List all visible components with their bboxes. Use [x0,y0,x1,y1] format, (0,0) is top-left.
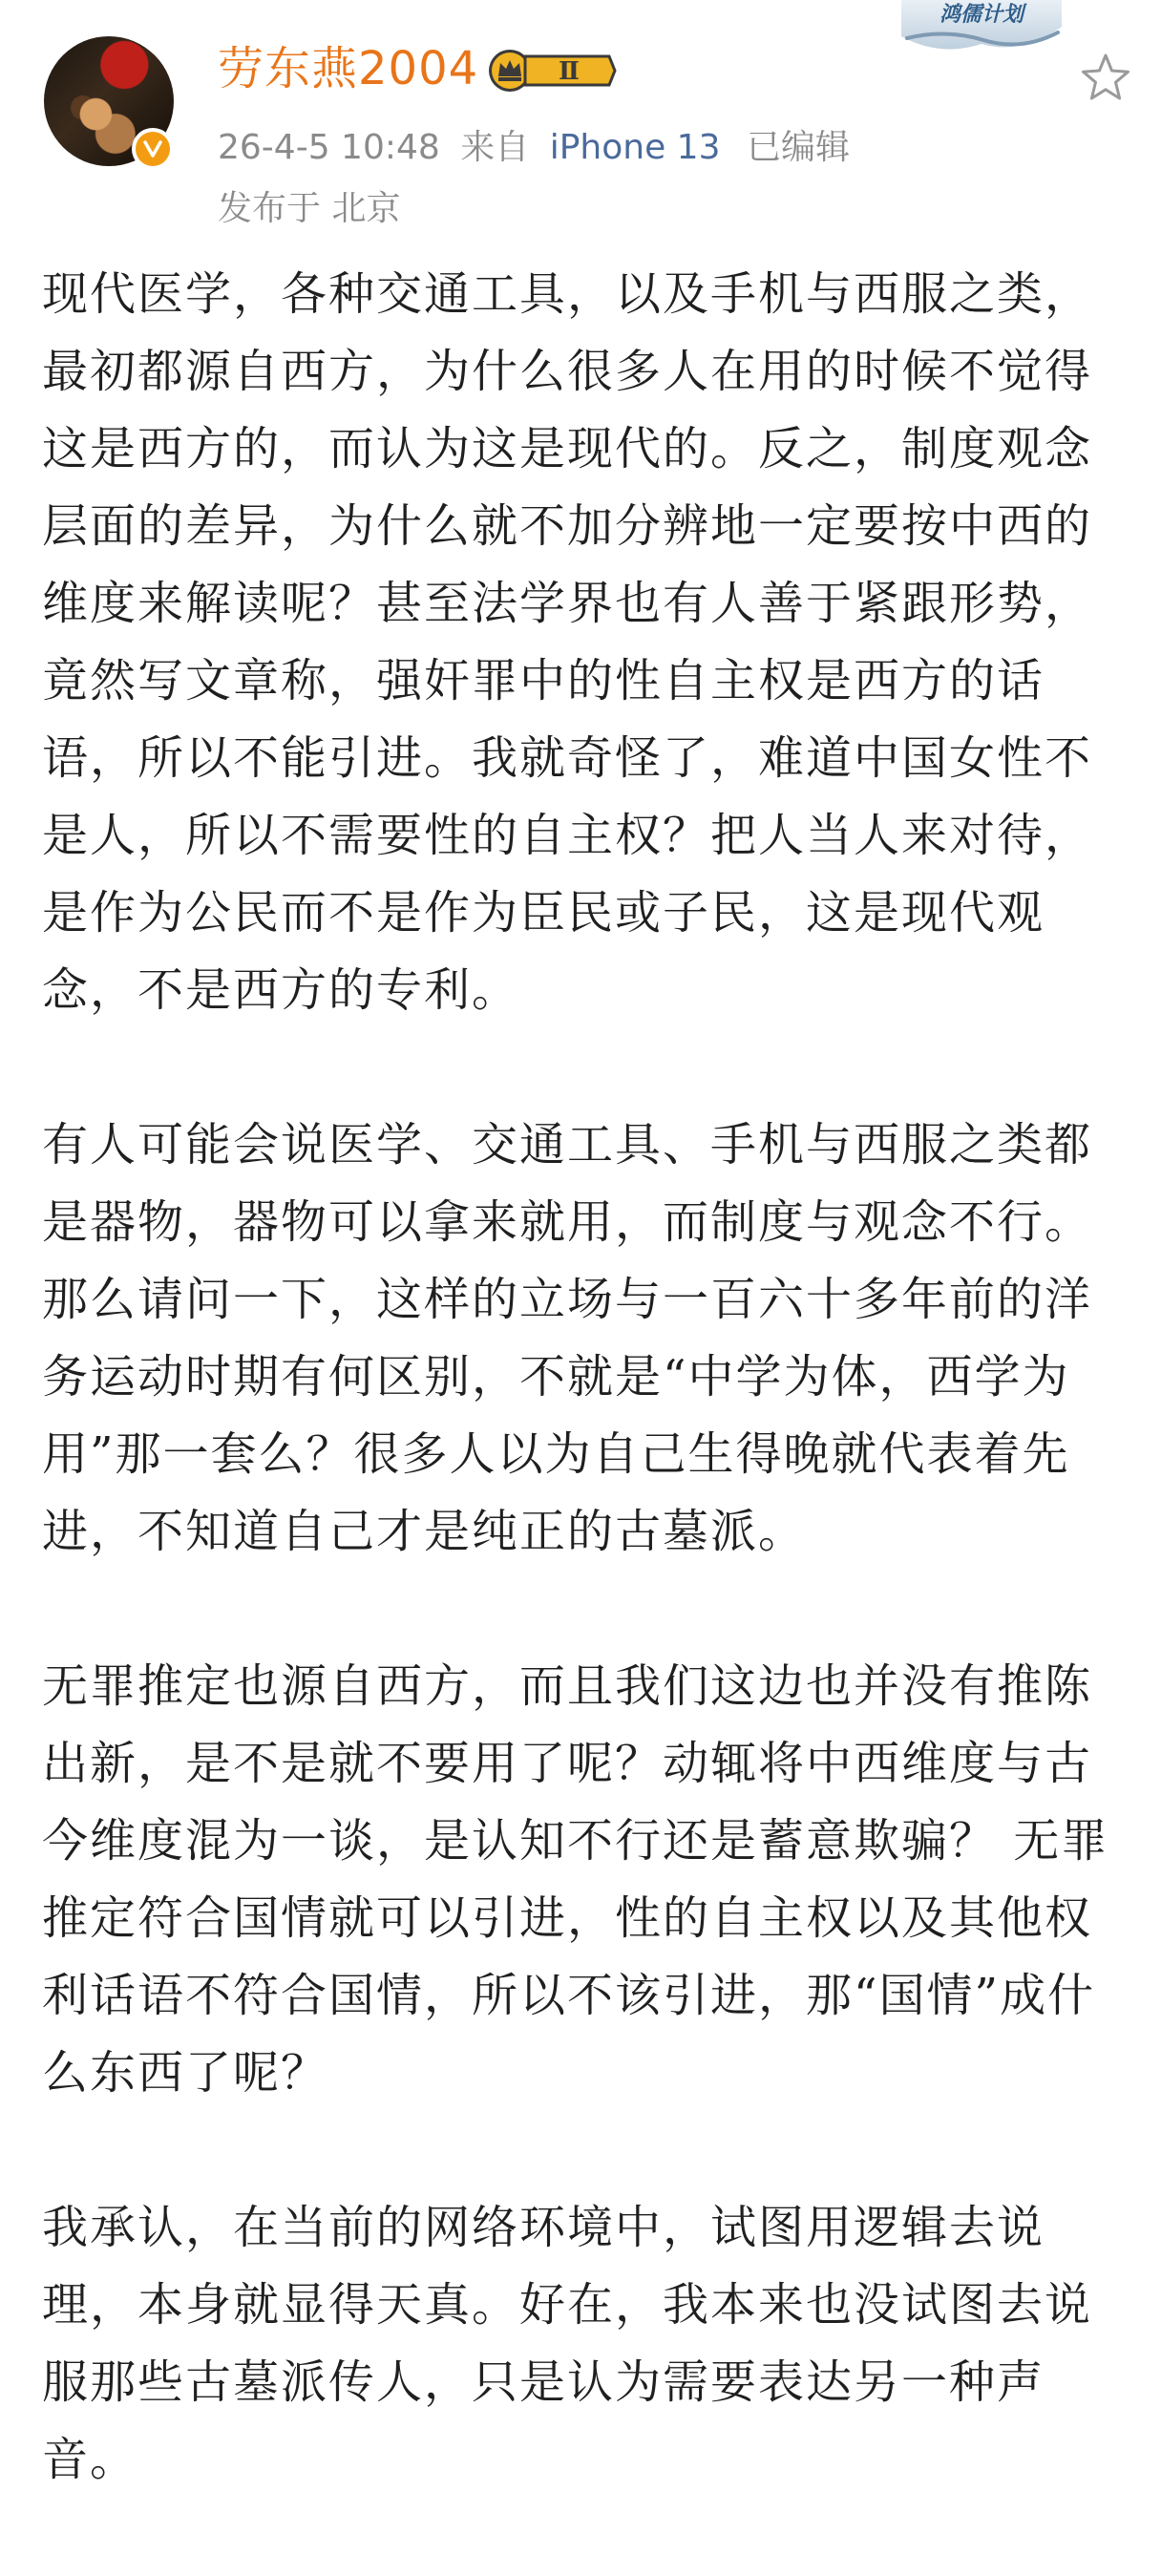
post-body [42,256,1130,2576]
level-badge[interactable] [487,47,619,95]
author-name[interactable]: 劳东燕2004 [218,42,479,95]
verified-v-icon [136,132,170,166]
verified-badge [132,128,174,170]
post-meta [218,126,865,170]
level-badge-text: Ⅱ [559,57,580,86]
campaign-banner-text: 鸿儒计划 [939,3,1024,27]
post-location: 发布于 北京 [218,189,401,228]
post-paragraph-4: 我承认，在当前的网络环境中，试图用逻辑去说理，本身就显得天真。好在，我本来也没试图去说服那些古墓派传人，只是认为需要表达另一种声音。 [42,2201,1093,2486]
post-header [0,0,1161,239]
edited-label[interactable]: 已编辑 [746,128,850,167]
post-paragraph-2: 有人可能会说医学、交通工具、手机与西服之类都是器物，器物可以拿来就用，而制度与观念不行。那么请问一下，这样的立场与一百六十多年前的洋务运动时期有何区别，不就是“中学为体，西学为用”那一套么？很多人以为自己生得晚就代表着先进，不知道自己才是纯正的古墓派。 [42,1118,1093,1558]
post-timestamp: 26-4-5 10:48 [218,128,440,167]
campaign-banner[interactable] [897,0,1066,59]
post-paragraph-3: 无罪推定也源自西方，而且我们这边也并没有推陈出新，是不是就不要用了呢？动辄将中西维度与古今维度混为一谈，是认知不行还是蓄意欺骗？ 无罪推定符合国情就可以引进，性的自主权以及其他权利话语不符合国情，所以不该引进，那“国情”成什么东西了呢？ [42,1659,1109,2100]
source-prefix: 来自 [460,128,530,167]
post-paragraph-1: 现代医学，各种交通工具，以及手机与西服之类，最初都源自西方，为什么很多人在用的时候不觉得这是西方的，而认为这是现代的。反之，制度观念层面的差异，为什么就不加分辨地一定要按中西的维度来解读呢？甚至法学界也有人善于紧跟形势，竟然写文章称，强奸罪中的性自主权是西方的话语，所以不能引进。我就奇怪了，难道中国女性不是人，所以不需要性的自主权？把人当人来对待，是作为公民而不是作为臣民或子民，这是现代观念，不是西方的专利。 [42,267,1093,1017]
device-link[interactable]: iPhone 13 [549,128,721,167]
favorite-star-icon[interactable] [1077,50,1134,107]
